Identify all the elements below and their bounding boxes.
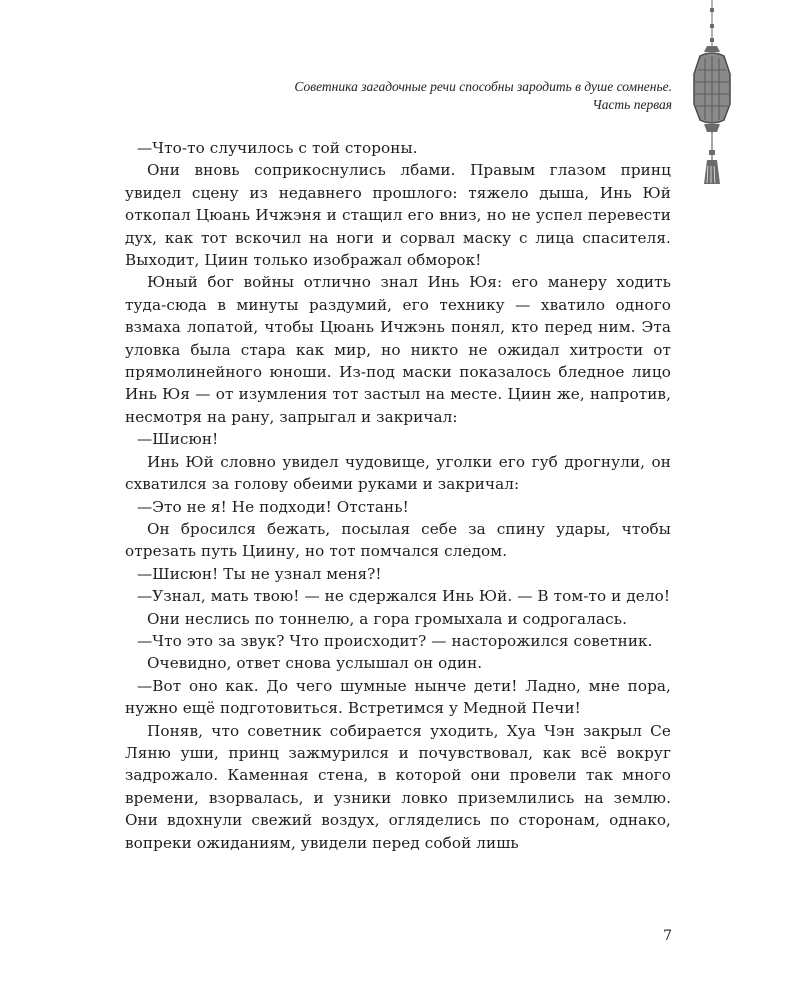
running-head-title: Советника загадочные речи способны зародить в душе сомненье. bbox=[294, 79, 672, 94]
paragraph: Инь Юй словно увидел чудовище, уголки его губ дрогнули, он схватился за голову обеими руками и закричал: bbox=[125, 452, 671, 494]
paragraph: Он бросился бежать, посылая себе за спину удары, чтобы отрезать путь Циину, но тот помчался следом. bbox=[125, 519, 671, 561]
body-text bbox=[125, 137, 671, 854]
paragraph: —Шисюн! bbox=[137, 430, 219, 449]
hanging-lantern-icon bbox=[690, 0, 734, 190]
paragraph: —Узнал, мать твою! — не сдержался Инь Юй. — В том-то и дело! bbox=[137, 587, 671, 606]
running-head bbox=[294, 78, 672, 114]
paragraph: Они вновь соприкоснулись лбами. Правым глазом принц увидел сцену из недавнего прошлого: тяжело дыша, Инь Юй откопал Цюань Ичжэня и стащил его вниз, но не успел перевести дух, как тот вскочил на ноги и сорвал маску с лица спасителя. Выходит, Циин только изображал обморок! bbox=[125, 161, 671, 270]
paragraph: Юный бог войны отлично знал Инь Юя: его манеру ходить туда-сюда в минуты раздумий, его технику — хватило одного взмаха лопатой, чтобы Цюань Ичжэнь понял, кто перед ним. Эта уловка была стара как мир, но никто не ожидал хитрости от прямолинейного юноши. Из-под маски показалось бледное лицо Инь Юя — от изумления тот застыл на месте. Циин же, напротив, несмотря на рану, запрыгал и закричал: bbox=[125, 273, 671, 426]
paragraph: Они неслись по тоннелю, а гора громыхала и содрогалась. bbox=[147, 609, 628, 628]
paragraph: —Вот оно как. До чего шумные нынче дети! Ладно, мне пора, нужно ещё подготовиться. Встретимся у Медной Печи! bbox=[125, 676, 671, 718]
paragraph: Поняв, что советник собирается уходить, Хуа Чэн закрыл Се Ляню уши, принц зажмурился и почувствовал, как всё вокруг задрожало. Каменная стена, в которой они провели так много времени, взорвалась, и узники ловко приземлились на землю. Они вдохнули свежий воздух, огляделись по сторонам, однако, вопреки ожиданиям, увидели перед собой лишь bbox=[125, 721, 671, 852]
page-number: 7 bbox=[663, 928, 672, 944]
paragraph: —Это не я! Не подходи! Отстань! bbox=[137, 497, 409, 516]
paragraph: Очевидно, ответ снова услышал он один. bbox=[147, 654, 483, 673]
paragraph: —Шисюн! Ты не узнал меня?! bbox=[137, 564, 382, 583]
paragraph: —Что-то случилось с той стороны. bbox=[137, 139, 418, 157]
paragraph: —Что это за звук? Что происходит? — насторожился советник. bbox=[137, 631, 653, 650]
running-head-part: Часть первая bbox=[592, 97, 672, 112]
